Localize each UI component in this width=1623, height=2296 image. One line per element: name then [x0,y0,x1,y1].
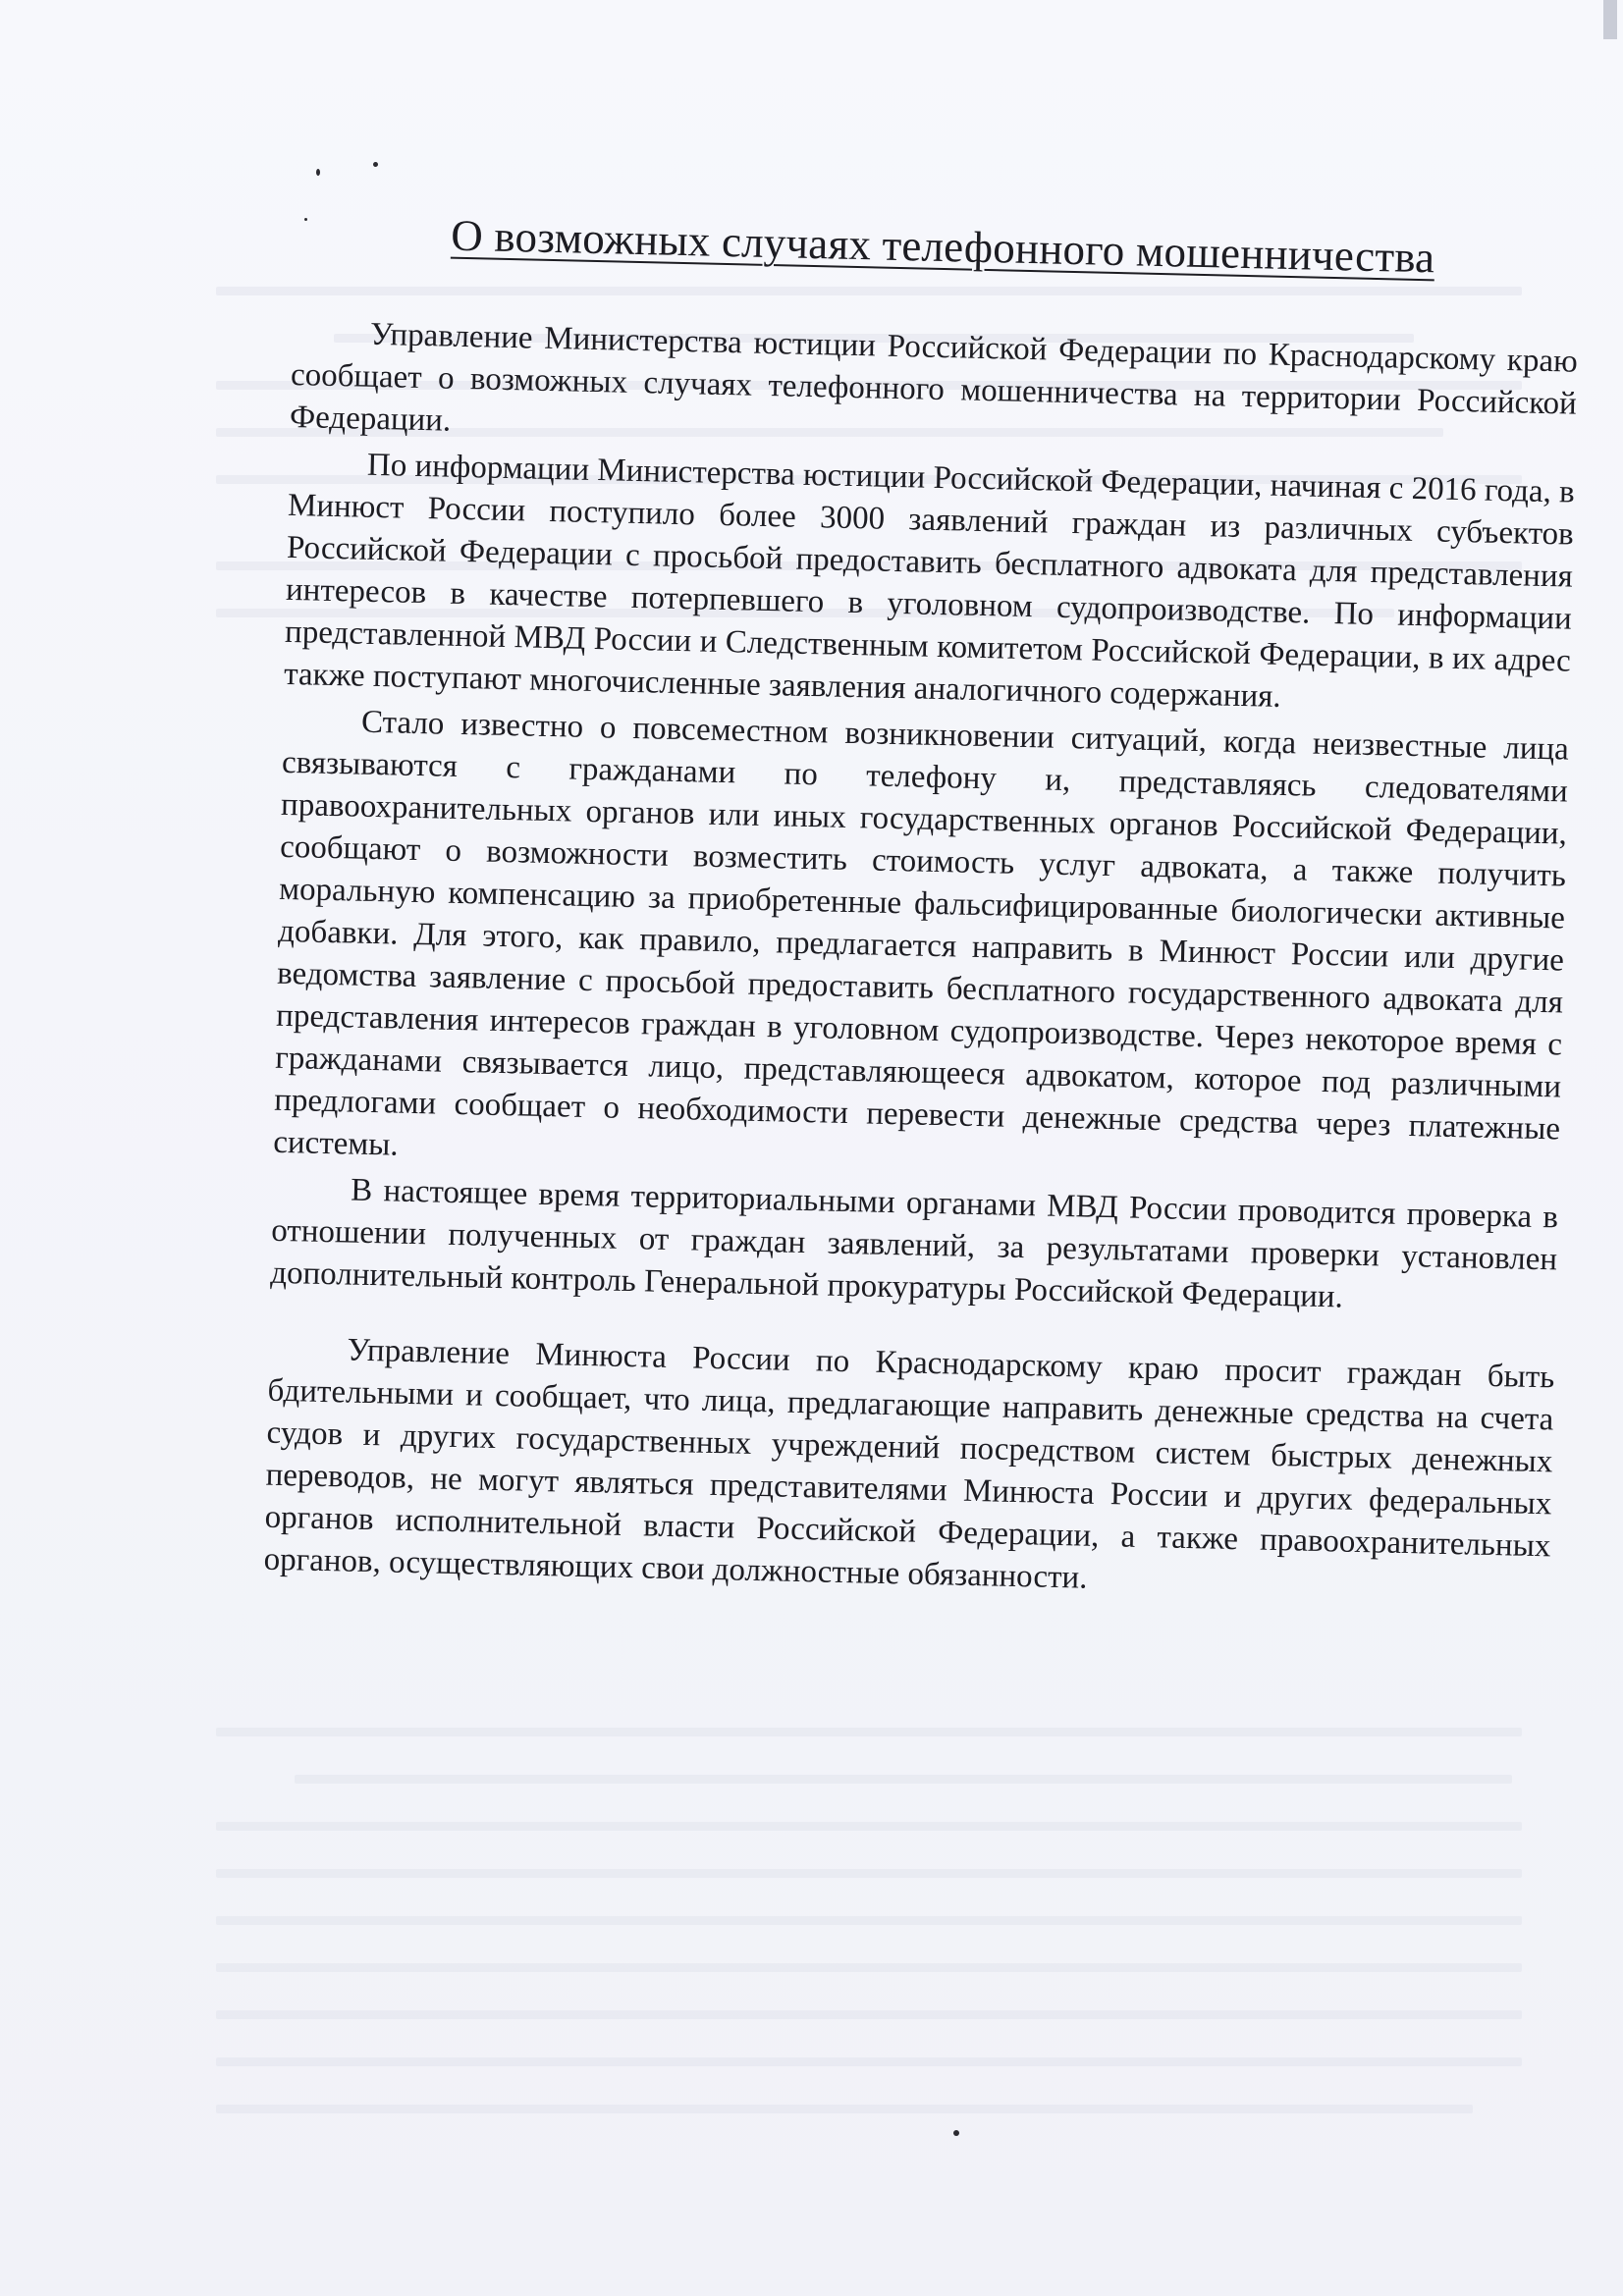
show-through-line [216,2105,1473,2113]
show-through-line [216,1963,1522,1972]
show-through-line [216,1728,1522,1736]
scan-speck [373,162,378,167]
show-through-line [216,2057,1522,2066]
scan-edge-mark [1603,0,1617,39]
paragraph-investigation: В настоящее время территориальными органами МВД России проводится проверка в отношении полученных от граждан заявлений, за результатами проверки установлен дополнительный контроль Генеральной прокуратуры Российской Федерации. [269,1172,1559,1315]
scan-speck [316,169,320,176]
show-through-line [216,2010,1522,2019]
show-through-line [216,1822,1522,1831]
show-through-line [216,1916,1522,1925]
document-body [263,206,1580,1610]
paragraph-intro: Управление Министерства юстиции Российской Федерации по Краснодарскому краю сообщает о возможных случаях телефонного мошенничества на территории Российской Федерации. [289,316,1579,439]
paragraph-fraud-scheme: Стало известно о повсеместном возникновении ситуаций, когда неизвестные лица связываются с гражданами по телефону и, представляясь следователями правоохранительных органов или иных государственных органов Российской Федерации, сообщают о возможности возместить стоимость услуг адвоката, а также получить моральную компенсацию за приобретенные фальсифицированные биологически активные добавки. Для этого, как правило, предлагается направить в Минюст России или другие ведомства заявление с просьбой предоставить бесплатного государственного адвоката для представления интересов граждан в уголовном судопроизводстве. Через некоторое время с гражданами связывается лицо, представляющееся адвокатом, которое под различными предлогами сообщает о необходимости перевести денежные средства через платежные системы. [272,704,1570,1163]
show-through-line [295,1775,1512,1784]
paragraph-ministry-info: По информации Министерства юстиции Российской Федерации, начиная с 2016 года, в Минюст России поступило более 3000 заявлений граждан из различных субъектов Российской Федерации с просьбой предоставить бесплатного адвоката для представления интересов в качестве потерпевшего в уголовном судопроизводстве. По информации представленной МВД России и Следственным комитетом Российской Федерации, в их адрес также поступают многочисленные заявления аналогичного содержания. [283,447,1576,715]
scan-speck [953,2130,959,2136]
show-through-line [216,1869,1522,1878]
document-title: О возможных случаях телефонного мошенничества [450,210,1435,283]
paragraph-warning: Управление Минюста России по Краснодарскому краю просит граждан быть бдительными и сообщает, что лица, предлагающие направить денежные средства на счета судов и других государственных учреждений посредством систем быстрых денежных переводов, не могут являться представителями Минюста России и других федеральных органов исполнительной власти Российской Федерации, а также правоохранительных органов, осуществляющих свои должностные обязанности. [263,1332,1555,1596]
